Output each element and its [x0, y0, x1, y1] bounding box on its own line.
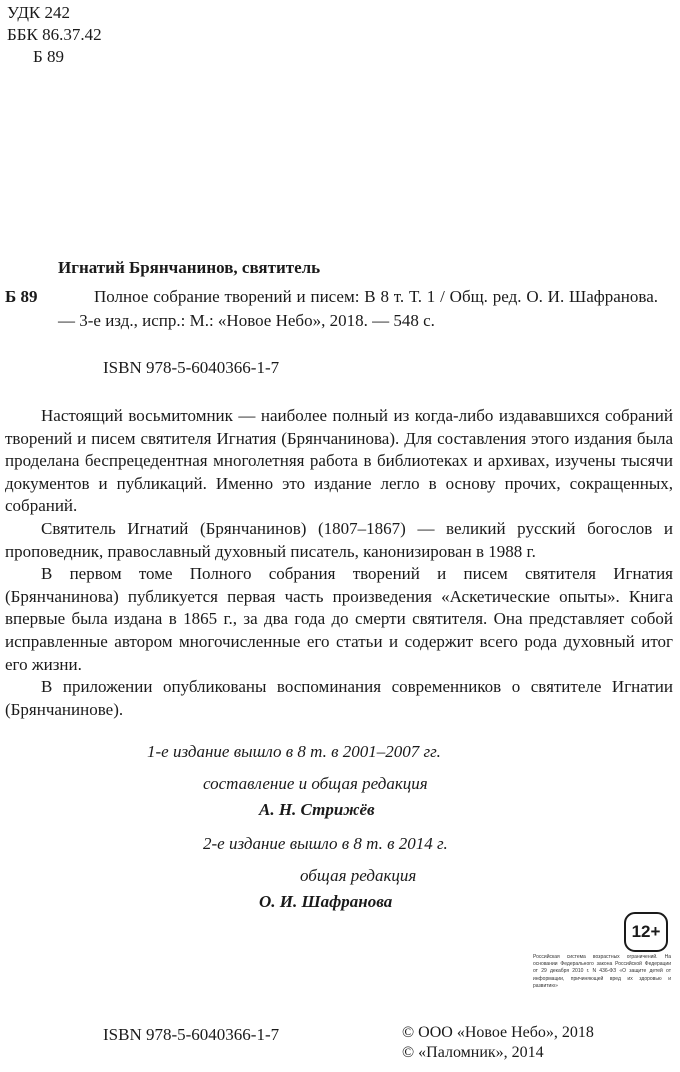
isbn-top: ISBN 978-5-6040366-1-7	[103, 358, 280, 377]
bibliographic-record: Полное собрание творений и писем: В 8 т. Т. 1 / Общ. ред. О. И. Шафранова. — 3-е изд., испр.: М.: «Новое Небо», 2018. — 548 с.	[58, 287, 658, 330]
copyright-line: © «Паломник», 2014	[402, 1044, 544, 1061]
age-rating-badge: 12+	[624, 912, 668, 952]
annotation-paragraph: В приложении опубликованы воспоминания современников о святителе Игнатии (Брянчанинове).	[5, 677, 673, 719]
author-mark: Б 89	[33, 47, 65, 66]
editor-label: общая редакция	[300, 866, 417, 885]
annotation-paragraph: Настоящий восьмитомник — наиболее полный из когда-либо издававшихся собраний творений и писем святителя Игнатия (Брянчанинова). Для составления этого издания была проделана беспрецедентная многолетняя работа в библиотеках и архивах, изучены тысячи документов и публикаций. Именно это издание легло в основу прочих, сокращенных, собраний.	[5, 406, 673, 516]
compiler-name: А. Н. Стрижёв	[259, 800, 375, 819]
udk-code: УДК 242	[7, 3, 71, 22]
classification-codes	[7, 2, 102, 68]
copyright-line: © ООО «Новое Небо», 2018	[402, 1024, 594, 1041]
bbk-code: ББК 86.37.42	[7, 25, 102, 44]
annotation-paragraph: В первом томе Полного собрания творений и писем святителя Игнатия (Брянчанинова) публикуется первая часть произведения «Аскетические опыты». Книга впервые была издана в 1865 г., за два года до смерти святителя. Она представляет собой исправленные автором многочисленные его статьи и содержит всего рода духовный итог его жизни.	[5, 564, 673, 674]
compilation-label: составление и общая редакция	[203, 774, 428, 793]
isbn-bottom: ISBN 978-5-6040366-1-7	[103, 1025, 280, 1044]
editor-name: О. И. Шафранова	[259, 892, 393, 911]
annotation	[5, 405, 673, 721]
author-heading: Игнатий Брянчанинов, святитель	[58, 258, 321, 277]
annotation-paragraph: Святитель Игнатий (Брянчанинов) (1807–1867) — великий русский богослов и проповедник, православный духовный писатель, канонизирован в 1988 г.	[5, 518, 673, 561]
first-edition-note: 1-е издание вышло в 8 т. в 2001–2007 гг.	[147, 742, 441, 761]
author-code: Б 89	[5, 287, 38, 306]
second-edition-note: 2-е издание вышло в 8 т. в 2014 г.	[203, 834, 448, 853]
age-rating-note: Российская система возрастных ограничений. На основании Федерального закона Российской Федерации от 29 декабря 2010 г. N 436-ФЗ «О защите детей от информации, причиняющей вред их здоровью и развитию»	[533, 954, 671, 989]
